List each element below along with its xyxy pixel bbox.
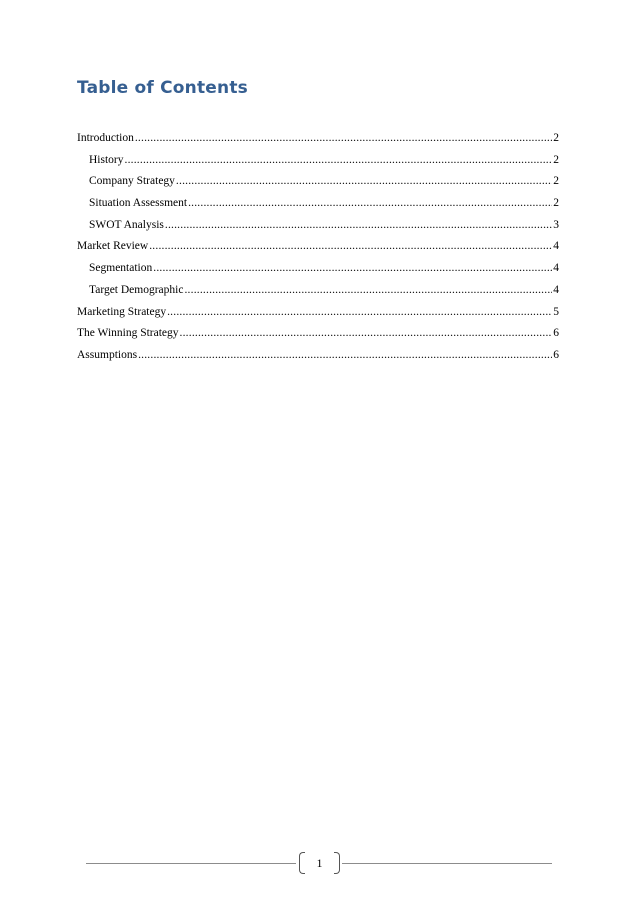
toc-entry-label: Market Review (77, 240, 149, 253)
toc-entry-page: 2 (553, 197, 559, 210)
toc-list (77, 128, 559, 367)
toc-entry-page: 2 (553, 175, 559, 188)
footer-rule-right (342, 863, 552, 864)
page-footer (86, 850, 552, 876)
toc-entry-introduction[interactable] (77, 128, 559, 150)
toc-entry-target-demographic[interactable] (77, 280, 559, 302)
toc-entry-page: 5 (553, 305, 559, 318)
toc-entry-label: History (89, 153, 124, 166)
toc-entry-swot-analysis[interactable] (77, 215, 559, 237)
toc-entry-label: Assumptions (77, 348, 138, 361)
toc-entry-label: SWOT Analysis (89, 218, 164, 231)
toc-entry-label: Marketing Strategy (77, 305, 167, 318)
toc-entry-page: 4 (553, 262, 559, 275)
dot-leader (153, 258, 552, 280)
toc-entry-page: 6 (553, 348, 559, 361)
toc-entry-page: 3 (553, 218, 559, 231)
toc-entry-label: Situation Assessment (89, 197, 188, 210)
toc-entry-page: 6 (553, 327, 559, 340)
toc-entry-history[interactable] (77, 150, 559, 172)
toc-entry-the-winning-strategy[interactable] (77, 323, 559, 345)
dot-leader (184, 280, 552, 302)
dot-leader (135, 128, 552, 150)
toc-entry-situation-assessment[interactable] (77, 193, 559, 215)
dot-leader (165, 215, 552, 237)
dot-leader (176, 171, 552, 193)
dot-leader (180, 323, 553, 345)
toc-entry-page: 2 (553, 153, 559, 166)
toc-title: Table of Contents (77, 78, 248, 98)
toc-entry-segmentation[interactable] (77, 258, 559, 280)
dot-leader (167, 302, 552, 324)
toc-entry-assumptions[interactable] (77, 345, 559, 367)
toc-entry-market-review[interactable] (77, 236, 559, 258)
dot-leader (149, 236, 552, 258)
dot-leader (188, 193, 552, 215)
toc-entry-label: Target Demographic (89, 283, 184, 296)
toc-entry-company-strategy[interactable] (77, 171, 559, 193)
footer-bracket-right (334, 852, 340, 874)
toc-entry-marketing-strategy[interactable] (77, 302, 559, 324)
dot-leader (125, 150, 553, 172)
dot-leader (138, 345, 552, 367)
toc-entry-page: 4 (553, 240, 559, 253)
toc-entry-label: Company Strategy (89, 175, 175, 188)
toc-entry-label: Introduction (77, 132, 134, 144)
toc-entry-page: 2 (553, 132, 559, 144)
footer-rule-left (86, 863, 296, 864)
toc-entry-label: The Winning Strategy (77, 327, 179, 340)
page-number: 1 (316, 856, 323, 870)
toc-entry-page: 4 (553, 283, 559, 296)
toc-entry-label: Segmentation (89, 262, 153, 275)
